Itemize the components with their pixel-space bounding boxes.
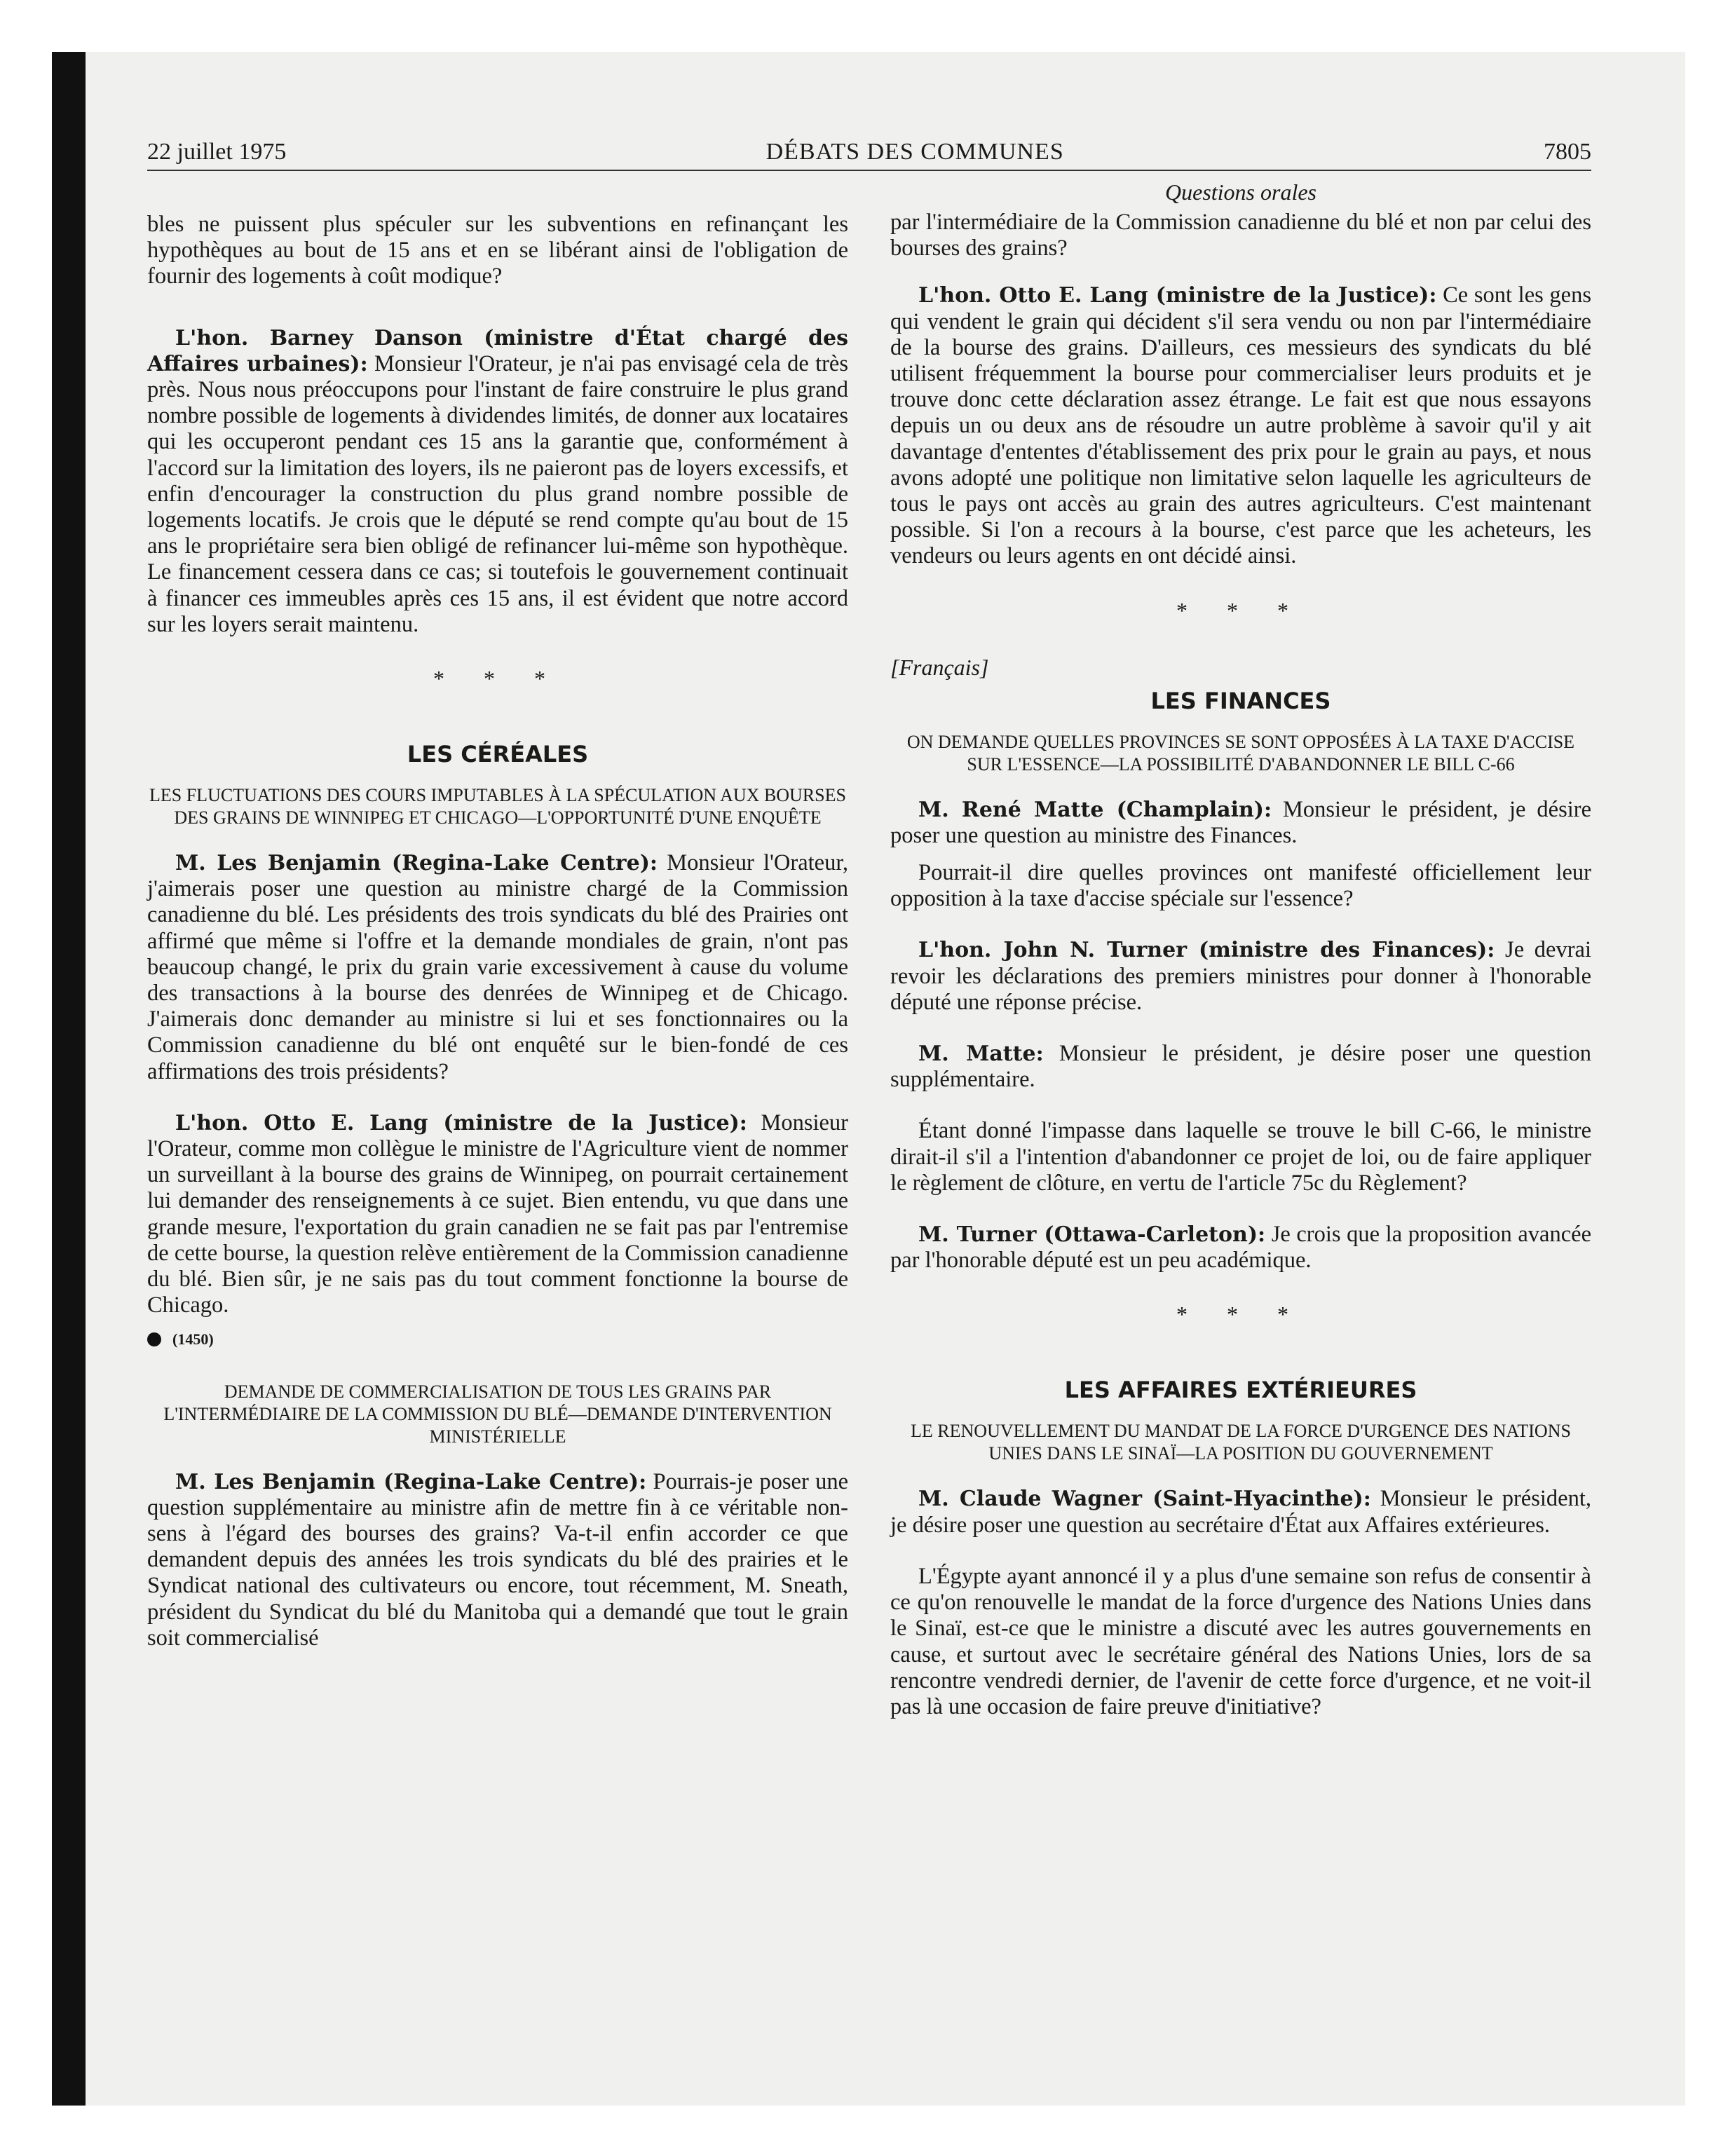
section-title: LES CÉRÉALES: [407, 741, 589, 768]
paragraph: [147, 1469, 848, 1651]
speaker: L'hon. Otto E. Lang (ministre de la Justice):: [918, 283, 1437, 308]
language-note: [Français]: [890, 654, 989, 680]
section-separator: * * *: [1176, 1302, 1305, 1328]
header-title: DÉBATS DES COMMUNES: [766, 139, 1064, 165]
header-date: 22 juillet 1975: [147, 139, 287, 165]
speech-text: Monsieur le président, je désire poser une question au secrétaire d'État aux Affaires extérieures.: [890, 1486, 1591, 1538]
section-separator: * * *: [433, 666, 562, 692]
paragraph: bles ne puissent plus spéculer sur les subventions en refinançant les hypothèques au bout de 15 ans et en se libérant ainsi de l'obligation de fournir des logements à coût modique?: [147, 212, 848, 289]
speaker: M. Claude Wagner (Saint-Hyacinthe):: [918, 1487, 1371, 1512]
subheading: DEMANDE DE COMMERCIALISATION DE TOUS LES GRAINS PAR L'INTERMÉDIAIRE DE LA COMMISSION DU BLÉ—DEMANDE D'INTERVENTION MINISTÉRIELLE: [163, 1381, 832, 1447]
section-title: LES AFFAIRES EXTÉRIEURES: [1064, 1377, 1417, 1404]
running-head: Questions orales: [1165, 179, 1316, 205]
left-column: [147, 212, 848, 1720]
speech-text: Monsieur le président, je désire poser une question supplémentaire.: [890, 1041, 1591, 1093]
paragraph: par l'intermédiaire de la Commission canadienne du blé et non par celui des bourses des grains?: [890, 210, 1591, 261]
paragraph: L'Égypte ayant annoncé il y a plus d'une semaine son refus de consentir à ce qu'on renouvelle le mandat de la force d'urgence des Nations Unies dans le Sinaï, est-ce que le ministre a discuté avec les autres gouvernements en cause, et surtout avec le secrétaire général des Nations Unies, lors de sa rencontre vendredi dernier, de l'avenir de cette force d'urgence, et ne voit-il pas là une occasion de faire preuve d'initiative?: [890, 1563, 1591, 1719]
speech-text: Monsieur l'Orateur, j'aimerais poser une question au ministre chargé de la Commission canadienne du blé. Les présidents des trois syndicats du blé des Prairies ont affirmé que même si l'offre et la demande mondiales de grain, n'ont pas beaucoup changé, le prix du grain varie excessivement à cause du volume des transactions à la bourse des denrées de Winnipeg et de Chicago. J'aimerais donc demander au ministre si lui et ses fonctionnaires ou la Commission canadienne du blé ont enquêté sur le bien-fondé de ces affirmations des trois présidents?: [147, 850, 848, 1084]
paragraph: [890, 1222, 1591, 1274]
header-page-number: 7805: [1543, 139, 1591, 165]
section-title: LES FINANCES: [1150, 687, 1331, 714]
speech-text: Monsieur l'Orateur, je n'ai pas envisagé cela de très près. Nous nous préoccupons pour l'instant de faire construire le plus grand nombre possible de logements à dividendes limités, de donner aux locataires qui les occuperont pendant ces 15 ans la garantie que, conformément à l'accord sur la limitation des loyers, ils ne paieront pas de loyers excessifs, et enfin d'encourager la construction du plus grand nombre possible de logements locatifs. Je crois que le député se rend compte qu'au bout de 15 ans le propriétaire sera bien obligé de refinancer lui-même son hypothèque. Le financement cessera dans ce cas; si toutefois le gouvernement continuait à financer ces immeubles après ces 15 ans, il est évident que notre accord sur les loyers serait maintenu.: [147, 350, 848, 637]
paragraph: [890, 937, 1591, 1016]
paragraph: [890, 1041, 1591, 1093]
timestamp: [147, 1330, 848, 1349]
speaker: M. Les Benjamin (Regina-Lake Centre):: [175, 851, 658, 876]
two-column-body: [147, 179, 1591, 1720]
subheading: ON DEMANDE QUELLES PROVINCES SE SONT OPPOSÉES À LA TAXE D'ACCISE SUR L'ESSENCE—LA POSSIBILITÉ D'ABANDONNER LE BILL C-66: [906, 731, 1575, 775]
section-separator: * * *: [1176, 597, 1305, 623]
speaker: M. Matte:: [918, 1042, 1044, 1067]
speaker: L'hon. Barney Danson (ministre d'État chargé des Affaires urbaines):: [147, 325, 848, 376]
subheading: LE RENOUVELLEMENT DU MANDAT DE LA FORCE D'URGENCE DES NATIONS UNIES DANS LE SINAÏ—LA POSITION DU GOUVERNEMENT: [911, 1421, 1571, 1464]
subheading: LES FLUCTUATIONS DES COURS IMPUTABLES À LA SPÉCULATION AUX BOURSES DES GRAINS DE WINNIPEG ET CHICAGO—L'OPPORTUNITÉ D'UNE ENQUÊTE: [149, 785, 846, 828]
paragraph: Étant donné l'impasse dans laquelle se trouve le bill C-66, le ministre dirait-il s'il a l'intention d'abandonner ce projet de loi, ou de faire appliquer le règlement de clôture, en vertu de l'article 75c du Règlement?: [890, 1118, 1591, 1196]
speech-text: Ce sont les gens qui vendent le grain qui décident s'il sera vendu ou non par l'intermédiaire de la bourse des grains. D'ailleurs, ces messieurs des syndicats du blé utilisent fréquemment la bourse pour commercialiser leurs produits et je trouve donc cette déclaration assez étrange. Le fait est que nous essayons depuis un ou deux ans de résoudre un autre problème à savoir qu'il y ait davantage d'ententes d'établissement des prix pour le grain au pays, et nous avons adopté une politique non limitative selon laquelle les agriculteurs de tous le pays ont accès au grain des autres agriculteurs. C'est maintenant possible. Si l'on a recours à la bourse, c'est parce que les acheteurs, les vendeurs ou leurs agents en ont décidé ainsi.: [890, 282, 1591, 569]
speech-text: Monsieur le président, je désire poser une question au ministre des Finances.: [890, 796, 1591, 848]
paragraph: [890, 797, 1591, 849]
speaker: M. Turner (Ottawa-Carleton):: [918, 1222, 1266, 1248]
speech-text: Monsieur l'Orateur, comme mon collègue le ministre de l'Agriculture vient de nommer un surveillant à la bourse des grains de Winnipeg, on pourrait certainement lui demander des renseignements à ce sujet. Bien entendu, vu que dans une grande mesure, l'exportation du grain canadien ne se fait pas par l'entremise de cette bourse, la question relève entièrement de la Commission canadienne du blé. Bien sûr, je ne sais pas du tout comment fonctionne la bourse de Chicago.: [147, 1110, 848, 1318]
paragraph: Pourrait-il dire quelles provinces ont manifesté officiellement leur opposition à la taxe d'accise spéciale sur l'essence?: [890, 860, 1591, 912]
time-label: (1450): [172, 1330, 214, 1348]
right-column: [890, 179, 1591, 1720]
paragraph: [147, 850, 848, 1085]
speaker: L'hon. Otto E. Lang (ministre de la Justice):: [175, 1110, 747, 1135]
speaker: L'hon. John N. Turner (ministre des Finances):: [918, 938, 1495, 963]
paragraph: [147, 325, 848, 638]
speech-text: Je crois que la proposition avancée par l'honorable député est un peu académique.: [890, 1222, 1591, 1274]
speaker: M. Les Benjamin (Regina-Lake Centre):: [175, 1469, 647, 1494]
paragraph: [147, 1110, 848, 1319]
speaker: M. René Matte (Champlain):: [918, 797, 1272, 822]
bullet-icon: [147, 1332, 161, 1346]
paragraph: [890, 1486, 1591, 1538]
page-header: [147, 139, 1591, 171]
document-page: [147, 139, 1591, 1720]
speech-text: Je devrai revoir les déclarations des premiers ministres pour donner à l'honorable député une réponse précise.: [890, 937, 1591, 1015]
paragraph: [890, 282, 1591, 569]
speech-text: Pourrais-je poser une question supplémentaire au ministre afin de mettre fin à ce véritable non-sens à l'égard des bourses des grains? Va-t-il enfin accorder ce que demandent depuis des années les trois syndicats du blé des prairies et le Syndicat national des cultivateurs ou encore, tout récemment, M. Sneath, président du Syndicat du blé du Manitoba qui a demandé que tout le grain soit commercialisé: [147, 1468, 848, 1651]
